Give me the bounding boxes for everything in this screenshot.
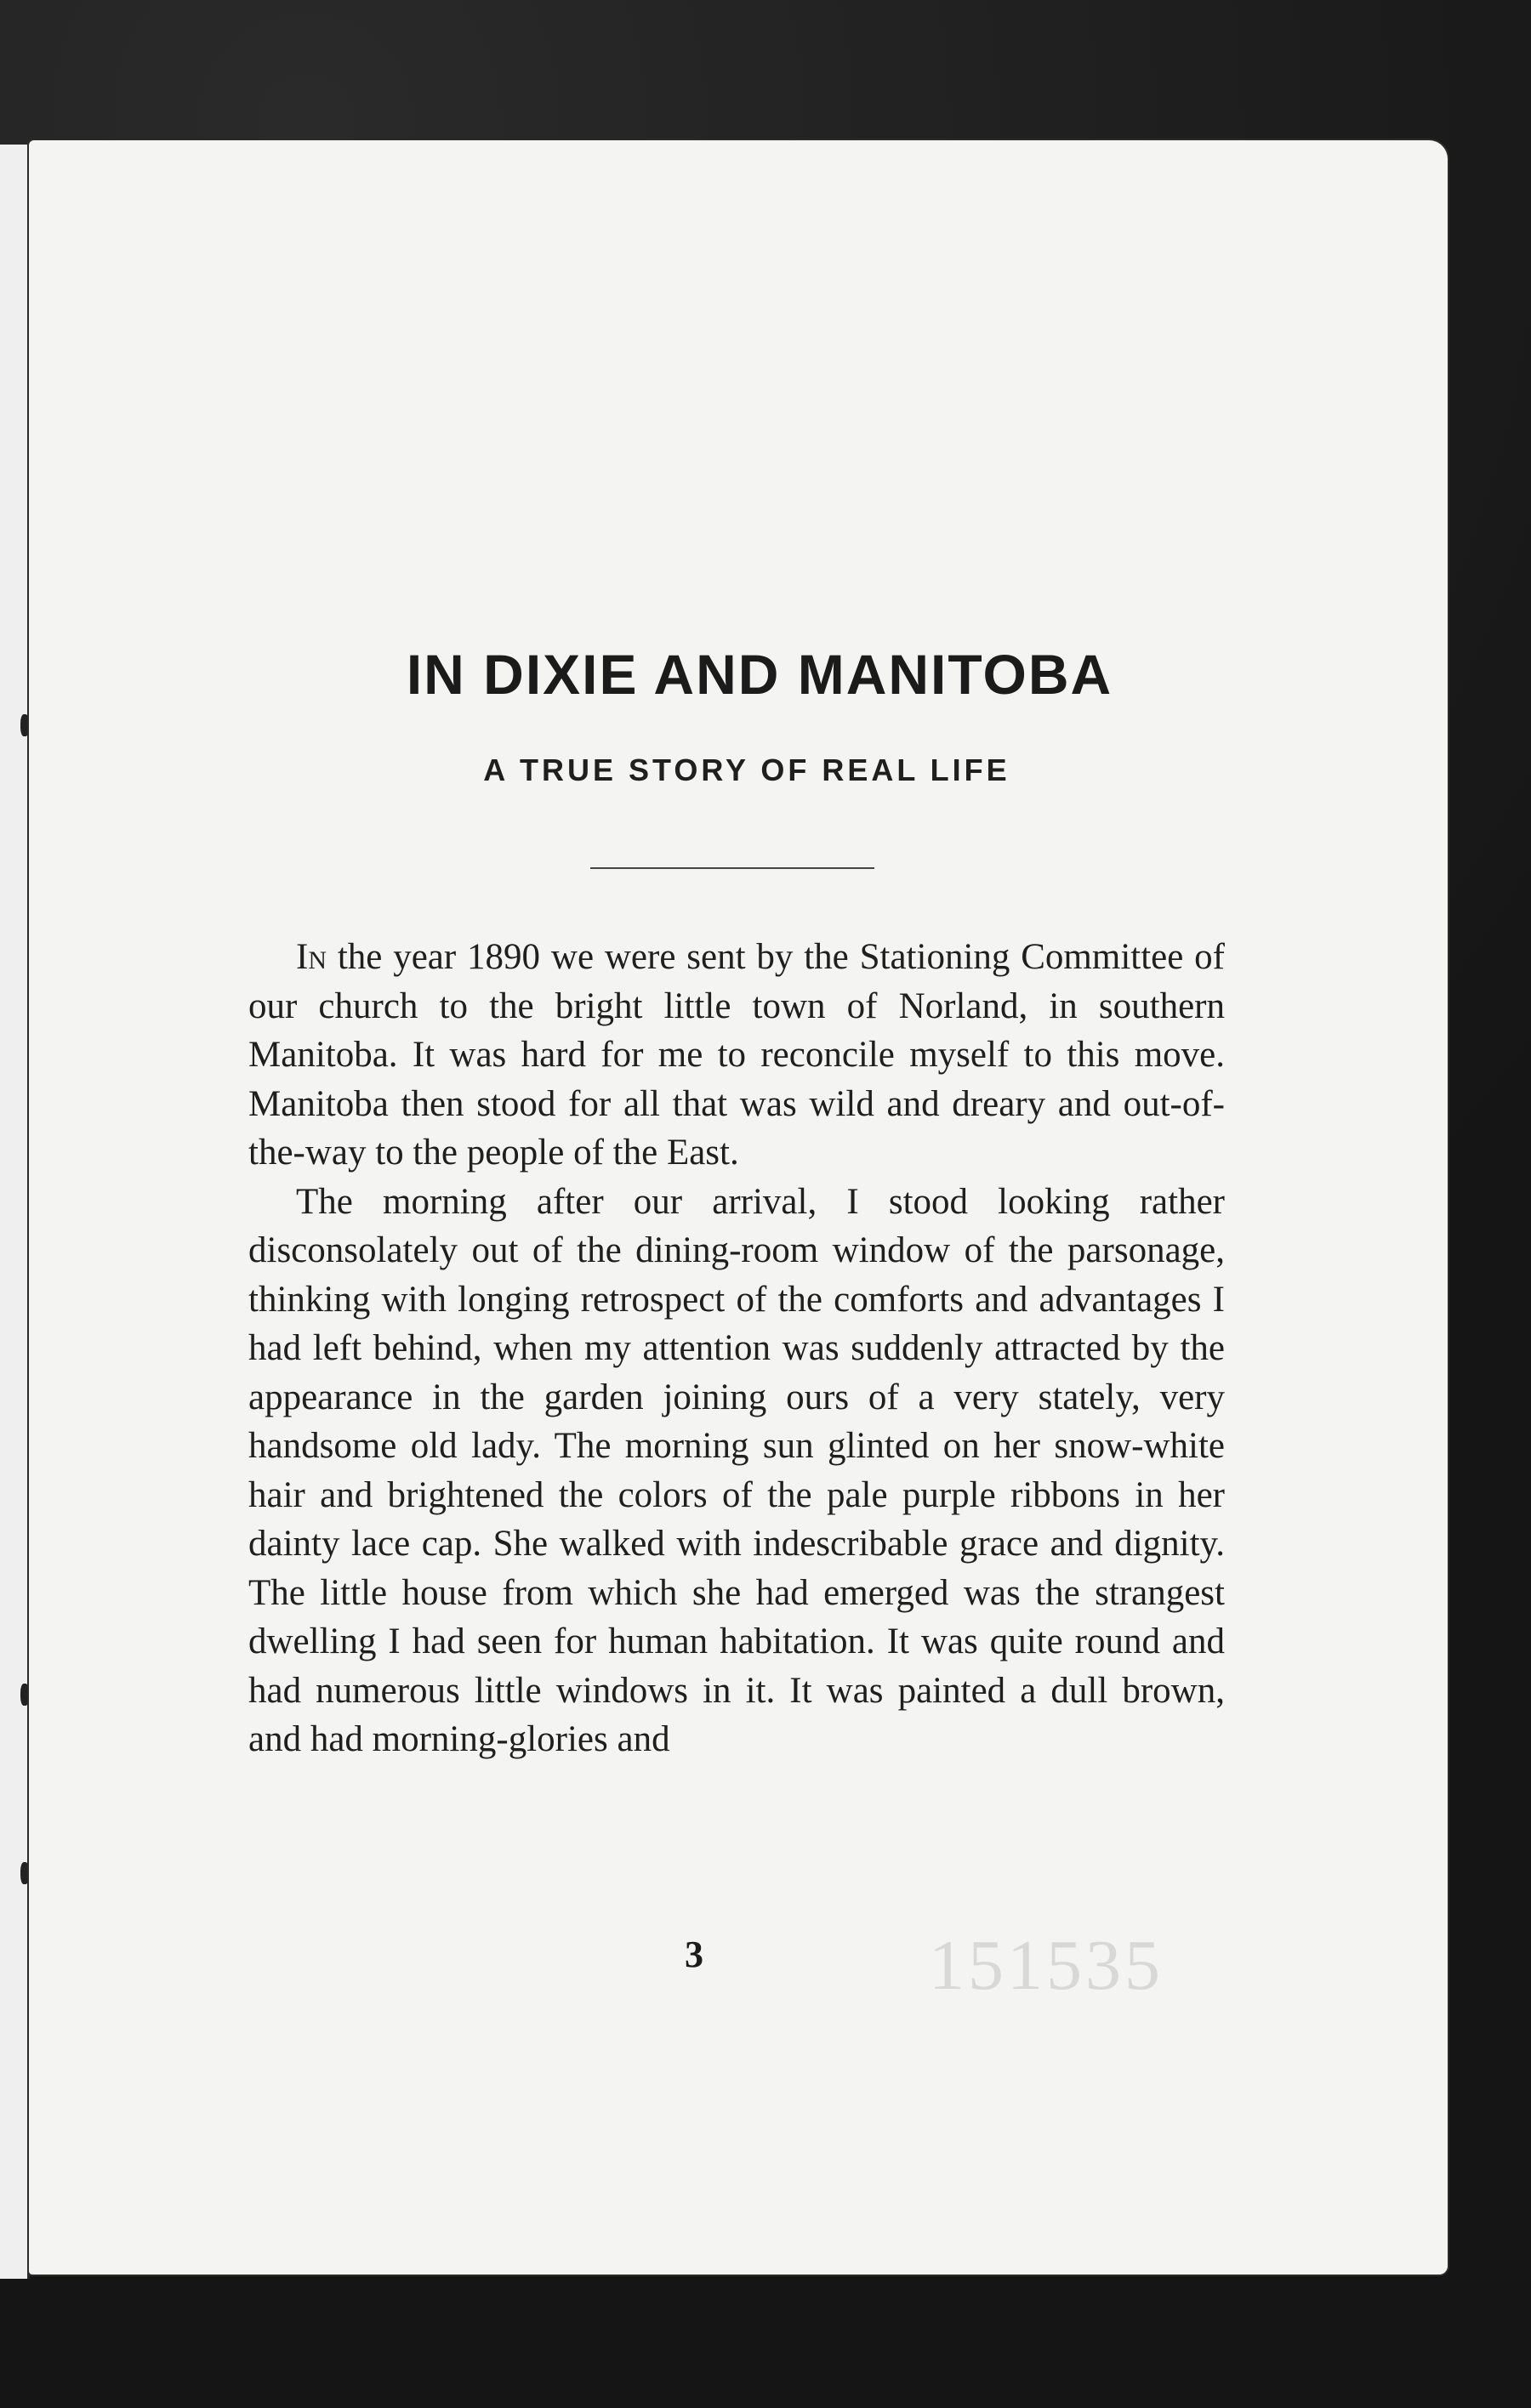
binding-mark: [20, 1684, 29, 1706]
binding-mark: [20, 1862, 29, 1884]
divider-rule: [590, 867, 874, 869]
page-title: IN DIXIE AND MANITOBA: [406, 643, 1113, 706]
body-text: [248, 933, 1225, 1764]
paragraph-text: the year 1890 we were sent by the Stationing Committee of our church to the bright little town of Norland, in southern Manitoba. It was hard for me to reconcile myself to this move. Manitoba then stood for all that was wild and dreary and out-of-the-way to the people of the East.: [248, 937, 1225, 1173]
paragraph: [248, 933, 1225, 1178]
paragraph-text: The morning after our arrival, I stood looking rather disconsolately out of the dining-room window of the parsonage, thinking with longing retrospect of the comforts and advantages I had left behind, when my attention was suddenly attracted by the appearance in the garden joining ours of a very stately, very handsome old lady. The morning sun glinted on her snow-white hair and brightened the colors of the pale purple ribbons in her dainty lace cap. She walked with indescribable grace and dignity. The little house from which she had emerged was the strangest dwelling I had seen for human habitation. It was quite round and had numerous little windows in it. It was painted a dull brown, and had morning-glories and: [248, 1181, 1225, 1759]
binding-mark: [20, 714, 29, 736]
accession-stamp: 151535: [929, 1926, 1164, 2005]
facing-page-edge: [0, 145, 30, 2279]
book-page: [29, 140, 1448, 2275]
page-number: 3: [685, 1934, 703, 1975]
page-subtitle: A TRUE STORY OF REAL LIFE: [483, 752, 1010, 787]
drop-lead-word: In: [296, 937, 327, 977]
paragraph: [248, 1178, 1225, 1764]
